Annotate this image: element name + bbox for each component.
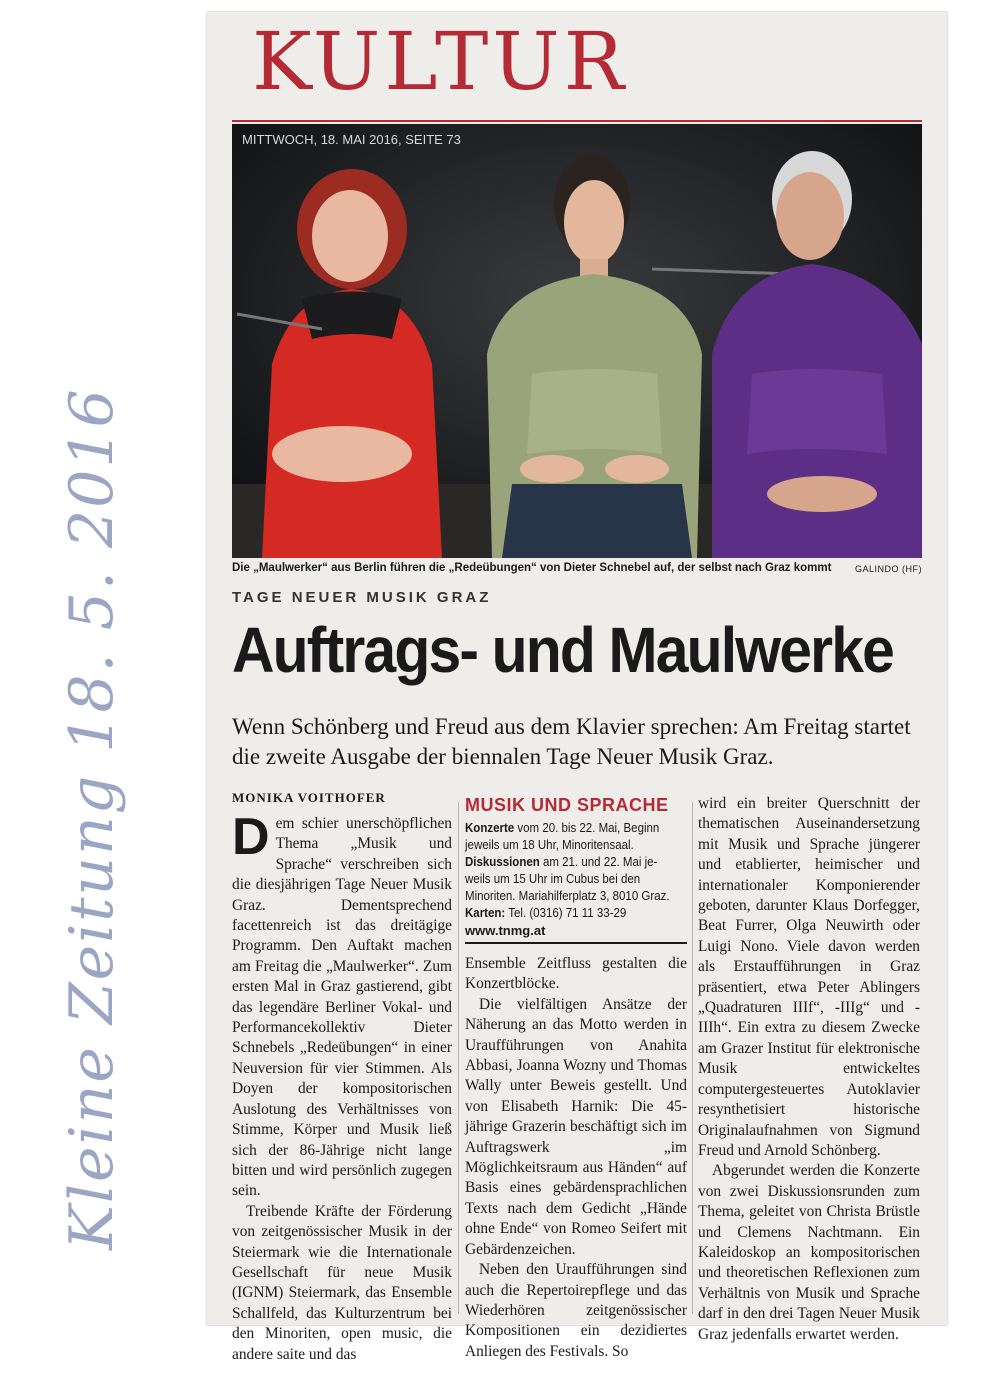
photo-credit: GALINDO (HF): [854, 564, 922, 574]
karten-text: Tel. (0316) 71 11 33-29: [505, 906, 627, 920]
article-paragraph: Neben den Uraufführungen sind auch die Repertoirepflege und das Wiederhören zeitgenössischer Kompositionen ein dezidiertes Anliegen des Festivals. So: [465, 1261, 687, 1360]
performers-photo-illustration: [232, 124, 922, 558]
info-line-karten: [465, 905, 686, 922]
festival-website: www.tnmg.at: [465, 923, 546, 938]
article-paragraph: wird ein breiter Querschnitt der thematischen Auseinandersetzung mit Musik und Sprache jüngerer und etablierter, heimischer und internationaler Komponierender geboten, darunter Klaus Dorfegger, Beat Furrer, Olga Neuwirth oder Luigi Nono. Viele davon werden als Erstaufführungen in Graz präsentiert, etwa Peter Ablingers „Quadraturen IIIf“, -IIIg“ und -IIIh“. Ein extra zu diesem Zwecke am Grazer Institut für elektronische Musik entwickeltes computergesteuertes Autoklavier resynthetisiert historische Originalaufnahmen von Sigmund Freud und Arnold Schönberg.: [698, 795, 920, 1159]
article-column-1: [232, 808, 452, 1363]
photo-caption: [232, 562, 922, 574]
dateline: MITTWOCH, 18. MAI 2016, SEITE 73: [242, 132, 461, 147]
article-paragraph: Abgerundet werden die Konzerte von zwei Diskussionsrunden zum Thema, geleitet von Christa Brüstle und Clemens Nachtmann. Ein Kaleidoskop an kompositorischen und theoretischen Reflexionen zum Verhältnis von Musik und Sprache darf in den drei Tagen Neuer Musik Graz jedenfalls erwartet werden.: [698, 1162, 920, 1343]
konzerte-text: vom 20. bis 22. Mai, Beginn: [514, 821, 660, 835]
column-separator: [692, 802, 693, 1314]
paragraph-text: em schier unerschöpflichen Thema „Musik und Sprache“ verschreiben sich die diesjährigen Tage Neuer Musik Graz. Dementsprechend facettenreich ist das dreitägige Programm. Den Auftakt machen am Freitag die „Maulwerker“. Zum ersten Mal in Graz gastierend, gibt das legendäre Berliner Vokal- und Performancekollektiv Dieter Schnebels „Redeübungen“ in einer Neuversion für vier Stimmen. Als Doyen der kompositorischen Auslotung des Verhältnisses von Stimme, Körper und Musik ließ sich der 86-Jährige nicht lange bitten und wird persönlich zugegen sein.: [232, 815, 452, 1200]
info-box-title: MUSIK UND SPRACHE: [465, 795, 669, 815]
article-deck: Wenn Schönberg und Freud aus dem Klavier sprechen: Am Freitag startet die zweite Ausgabe der biennalen Tage Neuer Musik Graz.: [232, 714, 911, 769]
article-kicker: TAGE NEUER MUSIK GRAZ: [232, 589, 492, 606]
info-line-konzerte-2: jeweils um 18 Uhr, Minoritensaal.: [465, 838, 634, 852]
article-author: MONIKA VOITHOFER: [232, 790, 386, 805]
konzerte-label: Konzerte: [465, 821, 515, 835]
photo-caption-text: Die „Maulwerker“ aus Berlin führen die „Redeübungen“ von Dieter Schnebel auf, der selbst nach Graz kommt: [232, 562, 832, 574]
diskussionen-text: am 21. und 22. Mai je-: [539, 855, 658, 869]
masthead-rule: [232, 120, 922, 122]
article-column-3: [698, 794, 920, 1343]
info-box: [465, 794, 687, 944]
article-photo: [232, 124, 922, 558]
article-paragraph: Treibende Kräfte der Förderung von zeitgenössischer Musik in der Steiermark wie die Internationale Gesellschaft für neue Musik (IGNM) Steiermark, das Ensemble Schallfeld, das Kulturzentrum bei den Minoriten, open music, die andere saite und das: [232, 1202, 452, 1363]
handwritten-date-note: [20, 170, 140, 1250]
karten-label: Karten:: [465, 906, 506, 920]
article-paragraph: Ensemble Zeitfluss gestalten die Konzertblöcke.: [465, 955, 687, 993]
info-line-konzerte: [465, 820, 686, 837]
info-line-diskussionen-3: Minoriten. Mariahilferplatz 3, 8010 Graz.: [465, 889, 670, 903]
article-paragraph: Die vielfältigen Ansätze der Näherung an das Motto werden in Uraufführungen von Anahita Abbasi, Joanna Wozny und Thomas Wally unter Beweis gestellt. Und von Elisabeth Harnik: Die 45-jährige Grazerin beschäftigt sich im Auftragswerk „im Möglichkeitsraum aus Händen“ auf Basis eines gebärdensprachlichen Texts nach dem Gedicht „Hände ohne Ende“ von Romeo Seifert mit Gebärdenzeichen.: [465, 995, 687, 1258]
section-masthead: KULTUR: [252, 15, 628, 108]
article-paragraph: [232, 808, 452, 1202]
article-headline: Auftrags- und Maulwerke: [232, 614, 894, 686]
diskussionen-label: Diskussionen: [465, 855, 540, 869]
article-column-2: [465, 954, 687, 1360]
handwritten-note-text: Kleine Zeitung 18. 5. 2016: [57, 387, 127, 1250]
drop-cap: D: [232, 808, 270, 866]
info-line-diskussionen: [465, 854, 686, 871]
column-separator: [458, 802, 459, 1314]
newspaper-clipping: [207, 12, 947, 1363]
info-line-diskussionen-2: weils um 15 Uhr im Cubus bei den: [465, 872, 641, 886]
